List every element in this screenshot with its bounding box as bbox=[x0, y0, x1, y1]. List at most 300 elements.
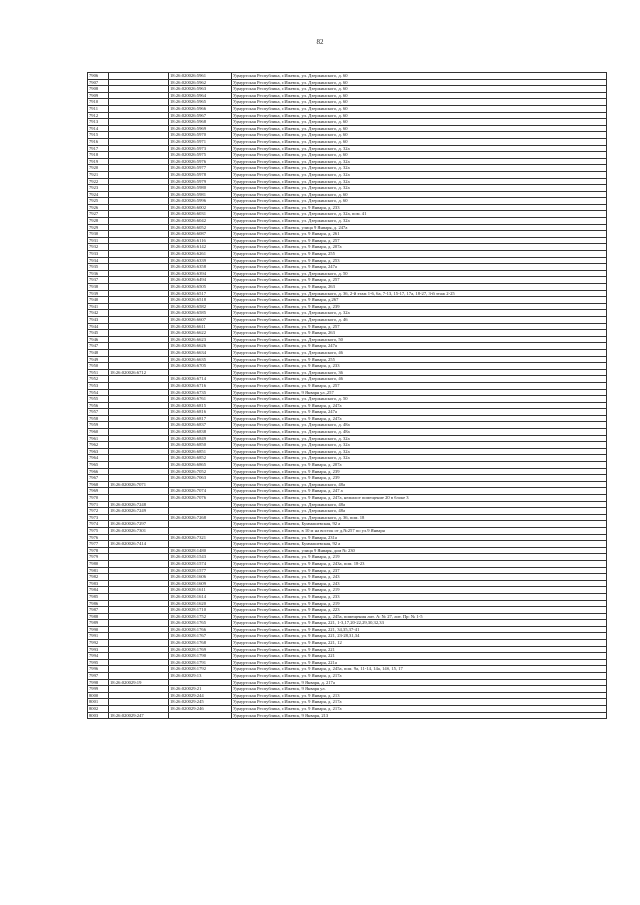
object-cadastral-cell: 18:26:020026:6635 bbox=[169, 356, 232, 363]
table-row bbox=[88, 270, 607, 277]
table-row bbox=[88, 659, 607, 666]
address-cell: Удмуртская Республика, г.Ижевск, Буммашевская, 92 а bbox=[232, 541, 607, 548]
table-row bbox=[88, 448, 607, 455]
table-row bbox=[88, 422, 607, 429]
table-row bbox=[88, 343, 607, 350]
address-cell: Удмуртская Республика, г.Ижевск, ул. 9 Января, д. 219 bbox=[232, 587, 607, 594]
table-row bbox=[88, 158, 607, 165]
address-cell: Удмуртская Республика, г.Ижевск, ул. Дзержинского, 46 bbox=[232, 349, 607, 356]
address-cell: Удмуртская Республика, г.Ижевск, ул. 9 Января, д. 247а bbox=[232, 415, 607, 422]
land-cadastral-cell bbox=[109, 468, 169, 475]
land-cadastral-cell bbox=[109, 475, 169, 482]
table-row bbox=[88, 560, 607, 567]
table-row bbox=[88, 607, 607, 614]
row-number-cell: 7918 bbox=[88, 152, 109, 159]
land-cadastral-cell bbox=[109, 633, 169, 640]
row-number-cell: 7948 bbox=[88, 349, 109, 356]
object-cadastral-cell: 18:26:020026:5967 bbox=[169, 112, 232, 119]
row-number-cell: 7937 bbox=[88, 277, 109, 284]
object-cadastral-cell: 18:26:020026:5980 bbox=[169, 185, 232, 192]
object-cadastral-cell: 18:26:020026:6505 bbox=[169, 284, 232, 291]
row-number-cell: 7999 bbox=[88, 686, 109, 693]
address-cell: Удмуртская Республика, г.Ижевск, ул. Дзержинского, д. 60 bbox=[232, 73, 607, 80]
land-cadastral-cell bbox=[109, 626, 169, 633]
row-number-cell: 7916 bbox=[88, 138, 109, 145]
table-row bbox=[88, 237, 607, 244]
row-number-cell: 7932 bbox=[88, 244, 109, 251]
address-cell: Удмуртская Республика, г.Ижевск, ул. 9 Января, д. 243а, пом. 18-23 bbox=[232, 560, 607, 567]
row-number-cell: 7915 bbox=[88, 132, 109, 139]
table-row bbox=[88, 277, 607, 284]
address-cell: Удмуртская Республика, г.Ижевск, ул. Дзержинского, д. 32а bbox=[232, 185, 607, 192]
table-row bbox=[88, 554, 607, 561]
table-row bbox=[88, 712, 607, 719]
land-cadastral-cell bbox=[109, 343, 169, 350]
row-number-cell: 7987 bbox=[88, 607, 109, 614]
object-cadastral-cell: 18:26:020028:1766 bbox=[169, 626, 232, 633]
land-cadastral-cell bbox=[109, 244, 169, 251]
table-row bbox=[88, 692, 607, 699]
object-cadastral-cell: 18:26:020026:6838 bbox=[169, 429, 232, 436]
land-cadastral-cell bbox=[109, 330, 169, 337]
land-cadastral-cell bbox=[109, 600, 169, 607]
address-cell: Удмуртская Республика, г.Ижевск, ул. Дзержинского, д. 36, 2-й этаж 1-6, 6а, 7-13, 15-17, 17а, 18-27, 3-й этаж 2-25 bbox=[232, 290, 607, 297]
land-cadastral-cell bbox=[109, 376, 169, 383]
object-cadastral-cell: 18:26:020026:6585 bbox=[169, 310, 232, 317]
table-row bbox=[88, 244, 607, 251]
land-cadastral-cell bbox=[109, 646, 169, 653]
address-cell: Удмуртская Республика, г.Ижевск, ул. Дзержинского, д. 60 bbox=[232, 132, 607, 139]
object-cadastral-cell: 18:26:020026:6582 bbox=[169, 303, 232, 310]
object-cadastral-cell: 18:26:020026:6623 bbox=[169, 336, 232, 343]
table-row bbox=[88, 527, 607, 534]
table-row bbox=[88, 152, 607, 159]
row-number-cell: 7951 bbox=[88, 369, 109, 376]
table-row bbox=[88, 171, 607, 178]
land-cadastral-cell bbox=[109, 356, 169, 363]
row-number-cell: 8003 bbox=[88, 712, 109, 719]
land-cadastral-cell bbox=[109, 132, 169, 139]
table-row bbox=[88, 442, 607, 449]
address-cell: Удмуртская Республика, г.Ижевск, ул. 9 Января, 221 bbox=[232, 653, 607, 660]
address-cell: Удмуртская Республика, г.Ижевск, ул. 9 Января, д. 217а bbox=[232, 706, 607, 713]
address-cell: Удмуртская Республика, г.Ижевск, ул. 9 Января, д. 239 bbox=[232, 303, 607, 310]
table-row bbox=[88, 185, 607, 192]
row-number-cell: 7934 bbox=[88, 257, 109, 264]
address-cell: Удмуртская Республика, г.Ижевск, ул. Дзержинского, д. 60 bbox=[232, 99, 607, 106]
address-cell: Удмуртская Республика, г.Ижевск, ул. 9 Января, д. 217а bbox=[232, 673, 607, 680]
land-cadastral-cell bbox=[109, 567, 169, 574]
row-number-cell: 7927 bbox=[88, 211, 109, 218]
row-number-cell: 7983 bbox=[88, 580, 109, 587]
object-cadastral-cell: 18:26:020026:6851 bbox=[169, 448, 232, 455]
address-cell: Удмуртская Республика, г.Ижевск, ул. 9 Января, д. 257 bbox=[232, 382, 607, 389]
table-row bbox=[88, 402, 607, 409]
table-row bbox=[88, 415, 607, 422]
table-row bbox=[88, 323, 607, 330]
land-cadastral-cell bbox=[109, 574, 169, 581]
table-row bbox=[88, 231, 607, 238]
table-row bbox=[88, 435, 607, 442]
address-cell: Удмуртская Республика, г.Ижевск, ул. 9 Января, д.267 bbox=[232, 297, 607, 304]
address-cell: Удмуртская Республика, г.Ижевск, ул. Дзержинского, д. 60 bbox=[232, 105, 607, 112]
address-cell: Удмуртская Республика, г.Ижевск, ул. 9 Января, д. 245а, пом. 9а, 11-14, 14а, 14б, 15, 17 bbox=[232, 666, 607, 673]
table-row bbox=[88, 613, 607, 620]
land-cadastral-cell bbox=[109, 284, 169, 291]
object-cadastral-cell: 18:26:020026:5981 bbox=[169, 191, 232, 198]
table-row bbox=[88, 376, 607, 383]
object-cadastral-cell: 18:26:020026:6865 bbox=[169, 462, 232, 469]
object-cadastral-cell: 18:26:020026:7074 bbox=[169, 488, 232, 495]
table-row bbox=[88, 112, 607, 119]
land-cadastral-cell bbox=[109, 363, 169, 370]
row-number-cell: 7981 bbox=[88, 567, 109, 574]
table-row bbox=[88, 310, 607, 317]
object-cadastral-cell: 18:26:020026:6394 bbox=[169, 270, 232, 277]
row-number-cell: 7941 bbox=[88, 303, 109, 310]
table-row bbox=[88, 620, 607, 627]
object-cadastral-cell: 18:26:020026:6852 bbox=[169, 455, 232, 462]
land-cadastral-cell bbox=[109, 73, 169, 80]
land-cadastral-cell bbox=[109, 593, 169, 600]
row-number-cell: 8000 bbox=[88, 692, 109, 699]
address-cell: Удмуртская Республика, г.Ижевск, ул. Дзержинского, д. 36, пом. 18 bbox=[232, 514, 607, 521]
address-cell: Удмуртская Республика, г.Ижевск, ул. 9 Января, 221, 23-28,31,34 bbox=[232, 633, 607, 640]
address-cell: Удмуртская Республика, г.Ижевск, ул. 9 Января, д. 207а bbox=[232, 244, 607, 251]
land-cadastral-cell bbox=[109, 653, 169, 660]
address-cell: Удмуртская Республика, г.Ижевск, ул. 9 Января, д. 253 bbox=[232, 257, 607, 264]
object-cadastral-cell: 18:26:020026:6716 bbox=[169, 382, 232, 389]
object-cadastral-cell: 18:26:020026:5963 bbox=[169, 86, 232, 93]
address-cell: Удмуртская Республика, г.Ижевск, ул. 9 Января, д. 243 bbox=[232, 574, 607, 581]
row-number-cell: 7973 bbox=[88, 514, 109, 521]
land-cadastral-cell bbox=[109, 620, 169, 627]
land-cadastral-cell bbox=[109, 152, 169, 159]
table-row bbox=[88, 587, 607, 594]
table-row bbox=[88, 297, 607, 304]
object-cadastral-cell bbox=[169, 481, 232, 488]
row-number-cell: 7959 bbox=[88, 422, 109, 429]
table-row bbox=[88, 119, 607, 126]
register-table bbox=[87, 72, 607, 719]
address-cell: Удмуртская Республика, г.Ижевск, в 10 м на восток от д.№257 по ул.9 Января bbox=[232, 527, 607, 534]
land-cadastral-cell bbox=[109, 349, 169, 356]
table-row bbox=[88, 224, 607, 231]
table-row bbox=[88, 429, 607, 436]
land-cadastral-cell bbox=[109, 105, 169, 112]
table-row bbox=[88, 495, 607, 502]
address-cell: Удмуртская Республика, г.Ижевск, ул. Дзержинского, д. 60 bbox=[232, 191, 607, 198]
object-cadastral-cell: 18:26:020026:6052 bbox=[169, 224, 232, 231]
address-cell: Удмуртская Республика, г.Ижевск, ул. Дзержинского, д. 32а bbox=[232, 171, 607, 178]
address-cell: Удмуртская Республика, г.Ижевск, ул. Дзержинского, д. 32а bbox=[232, 448, 607, 455]
row-number-cell: 7980 bbox=[88, 560, 109, 567]
table-row bbox=[88, 567, 607, 574]
table-row bbox=[88, 389, 607, 396]
table-row bbox=[88, 290, 607, 297]
table-row bbox=[88, 699, 607, 706]
row-number-cell: 7952 bbox=[88, 376, 109, 383]
address-cell: Удмуртская Республика, г.Ижевск, ул. 9 Января, 255 bbox=[232, 251, 607, 258]
row-number-cell: 7996 bbox=[88, 666, 109, 673]
address-cell: Удмуртская Республика, г.Ижевск, ул. Дзержинского, д. 32а bbox=[232, 178, 607, 185]
object-cadastral-cell: 18:26:020028:1790 bbox=[169, 653, 232, 660]
address-cell: Удмуртская Республика, г.Ижевск, ул. Дзержинского, д. 60 bbox=[232, 112, 607, 119]
object-cadastral-cell: 18:26:020026:7076 bbox=[169, 495, 232, 502]
address-cell: Удмуртская Республика, г.Ижевск, ул. 9 Января, 247а bbox=[232, 409, 607, 416]
address-cell: Удмуртская Республика, г.Ижевск, ул. 9 Января, д. 219 bbox=[232, 554, 607, 561]
address-cell: Удмуртская Республика, г.Ижевск, ул. Дзержинского, д. 60 bbox=[232, 125, 607, 132]
object-cadastral-cell: 18:26:020028:1710 bbox=[169, 607, 232, 614]
row-number-cell: 7943 bbox=[88, 316, 109, 323]
address-cell: Удмуртская Республика, г.Ижевск, 9 Января, д. 217а bbox=[232, 679, 607, 686]
address-cell: Удмуртская Республика, г.Ижевск, ул. 9 Января, д. 247а bbox=[232, 402, 607, 409]
address-cell: Удмуртская Республика, г.Ижевск, ул. Дзержинского, д. 48а bbox=[232, 422, 607, 429]
address-cell: Удмуртская Республика, г.Ижевск, ул. Дзержинского, д. 32а bbox=[232, 165, 607, 172]
table-row bbox=[88, 198, 607, 205]
land-cadastral-cell bbox=[109, 237, 169, 244]
row-number-cell: 7989 bbox=[88, 620, 109, 627]
object-cadastral-cell bbox=[169, 508, 232, 515]
address-cell: Удмуртская Республика, г.Ижевск, ул. 9 Января, д. 261 bbox=[232, 231, 607, 238]
land-cadastral-cell bbox=[109, 125, 169, 132]
object-cadastral-cell: 18:26:020026:5973 bbox=[169, 145, 232, 152]
land-cadastral-cell bbox=[109, 699, 169, 706]
address-cell: Удмуртская Республика, г.Ижевск, ул. 9 Января, 221а bbox=[232, 659, 607, 666]
row-number-cell: 7923 bbox=[88, 185, 109, 192]
address-cell: Удмуртская Республика, г.Ижевск, ул. 9 Января, д. 233 bbox=[232, 593, 607, 600]
row-number-cell: 7938 bbox=[88, 284, 109, 291]
row-number-cell: 7968 bbox=[88, 481, 109, 488]
land-cadastral-cell bbox=[109, 495, 169, 502]
object-cadastral-cell: 18:26:020028:1577 bbox=[169, 567, 232, 574]
object-cadastral-cell: 18:26:020026:5979 bbox=[169, 178, 232, 185]
land-cadastral-cell bbox=[109, 251, 169, 258]
address-cell: Удмуртская Республика, г.Ижевск, ул. 9 Января, д. 213 bbox=[232, 692, 607, 699]
land-cadastral-cell bbox=[109, 415, 169, 422]
table-row bbox=[88, 706, 607, 713]
address-cell: Удмуртская Республика, г.Ижевск, ул. Дзержинского, 46 bbox=[232, 376, 607, 383]
row-number-cell: 7933 bbox=[88, 251, 109, 258]
table-row bbox=[88, 501, 607, 508]
table-row bbox=[88, 105, 607, 112]
row-number-cell: 7953 bbox=[88, 382, 109, 389]
object-cadastral-cell: 18:26:020026:6849 bbox=[169, 435, 232, 442]
row-number-cell: 7946 bbox=[88, 336, 109, 343]
object-cadastral-cell: 18:26:020026:5978 bbox=[169, 171, 232, 178]
object-cadastral-cell: 18:26:020028:1611 bbox=[169, 587, 232, 594]
object-cadastral-cell: 18:26:020026:6339 bbox=[169, 257, 232, 264]
address-cell: Удмуртская Республика, г.Ижевск, Буммашевская, 92 а bbox=[232, 521, 607, 528]
address-cell: Удмуртская Республика, г.Ижевск, ул. 9 Января, д. 223 bbox=[232, 607, 607, 614]
row-number-cell: 7964 bbox=[88, 455, 109, 462]
table-row bbox=[88, 666, 607, 673]
object-cadastral-cell bbox=[169, 712, 232, 719]
address-cell: Удмуртская Республика, г.Ижевск, ул. 9 Января, д. 257 bbox=[232, 237, 607, 244]
object-cadastral-cell: 18:26:020026:6837 bbox=[169, 422, 232, 429]
row-number-cell: 7978 bbox=[88, 547, 109, 554]
land-cadastral-cell bbox=[109, 257, 169, 264]
row-number-cell: 7928 bbox=[88, 218, 109, 225]
object-cadastral-cell: 18:26:020028:1752 bbox=[169, 613, 232, 620]
address-cell: Удмуртская Республика, г.Ижевск, ул. Дзержинского, д. 50 bbox=[232, 396, 607, 403]
land-cadastral-cell bbox=[109, 409, 169, 416]
address-cell: Удмуртская Республика, г.Ижевск, 9 Января ул.,257 bbox=[232, 389, 607, 396]
land-cadastral-cell bbox=[109, 706, 169, 713]
object-cadastral-cell: 18:26:020026:6261 bbox=[169, 251, 232, 258]
object-cadastral-cell: 18:26:020028:1614 bbox=[169, 593, 232, 600]
object-cadastral-cell: 18:26:020029:244 bbox=[169, 692, 232, 699]
table-row bbox=[88, 284, 607, 291]
address-cell: Удмуртская Республика, г.Ижевск, ул. Дзержинского, 36 bbox=[232, 369, 607, 376]
object-cadastral-cell: 18:26:020028:1767 bbox=[169, 633, 232, 640]
land-cadastral-cell: 18:26:020026:7248 bbox=[109, 501, 169, 508]
row-number-cell: 7936 bbox=[88, 270, 109, 277]
land-cadastral-cell bbox=[109, 264, 169, 271]
object-cadastral-cell: 18:26:020028:1574 bbox=[169, 560, 232, 567]
table-row bbox=[88, 303, 607, 310]
row-number-cell: 7950 bbox=[88, 363, 109, 370]
table-row bbox=[88, 462, 607, 469]
row-number-cell: 7906 bbox=[88, 73, 109, 80]
row-number-cell: 7917 bbox=[88, 145, 109, 152]
table-row bbox=[88, 547, 607, 554]
object-cadastral-cell: 18:26:020028:1791 bbox=[169, 659, 232, 666]
land-cadastral-cell bbox=[109, 231, 169, 238]
object-cadastral-cell: 18:26:020026:6850 bbox=[169, 442, 232, 449]
address-cell: Удмуртская Республика, г.Ижевск, ул. Дзержинского, д. 32а bbox=[232, 310, 607, 317]
address-cell: Удмуртская Республика, г.Ижевск, ул. 9 Января, 221, 12 bbox=[232, 640, 607, 647]
land-cadastral-cell bbox=[109, 382, 169, 389]
object-cadastral-cell: 18:26:020026:6705 bbox=[169, 363, 232, 370]
row-number-cell: 7925 bbox=[88, 198, 109, 205]
land-cadastral-cell bbox=[109, 79, 169, 86]
row-number-cell: 7924 bbox=[88, 191, 109, 198]
address-cell: Удмуртская Республика, г.Ижевск, ул. 9 Января, д. 219 bbox=[232, 600, 607, 607]
table-row bbox=[88, 73, 607, 80]
row-number-cell: 7993 bbox=[88, 646, 109, 653]
table-row bbox=[88, 468, 607, 475]
land-cadastral-cell bbox=[109, 185, 169, 192]
address-cell: Удмуртская Республика, г.Ижевск, ул. 9 Января, 255 bbox=[232, 356, 607, 363]
land-cadastral-cell bbox=[109, 303, 169, 310]
land-cadastral-cell bbox=[109, 138, 169, 145]
address-cell: Удмуртская Республика, г.Ижевск, ул. Дзержинского, д. 32а bbox=[232, 455, 607, 462]
object-cadastral-cell: 18:26:020026:7052 bbox=[169, 468, 232, 475]
address-cell: Удмуртская Республика, г.Ижевск, ул. 9 Января, д. 245а, помещения лит. А: № 27, лит. Пр: № 1-5 bbox=[232, 613, 607, 620]
land-cadastral-cell bbox=[109, 204, 169, 211]
row-number-cell: 7982 bbox=[88, 574, 109, 581]
address-cell: Удмуртская Республика, г.Ижевск, ул. 9 Января, д. 247а, нежилое помещение 20 в блоке 3 bbox=[232, 495, 607, 502]
land-cadastral-cell bbox=[109, 86, 169, 93]
land-cadastral-cell bbox=[109, 178, 169, 185]
address-cell: Удмуртская Республика, г.Ижевск, ул. 9 Января, 221 bbox=[232, 646, 607, 653]
land-cadastral-cell bbox=[109, 666, 169, 673]
row-number-cell: 7971 bbox=[88, 501, 109, 508]
object-cadastral-cell bbox=[169, 527, 232, 534]
table-row bbox=[88, 369, 607, 376]
table-row bbox=[88, 600, 607, 607]
land-cadastral-cell bbox=[109, 580, 169, 587]
land-cadastral-cell bbox=[109, 613, 169, 620]
object-cadastral-cell bbox=[169, 501, 232, 508]
table-row bbox=[88, 257, 607, 264]
address-cell: Удмуртская Республика, г.Ижевск, ул. 9 Января, 263 bbox=[232, 330, 607, 337]
address-cell: Удмуртская Республика, г.Ижевск, ул. Дзержинского, д. 60 bbox=[232, 138, 607, 145]
object-cadastral-cell: 18:26:020026:6611 bbox=[169, 323, 232, 330]
address-cell: Удмуртская Республика, г.Ижевск, ул. Дзержинского, д. 32а bbox=[232, 158, 607, 165]
address-cell: Удмуртская Республика, г.Ижевск, ул. Дзержинского, д. 50 bbox=[232, 270, 607, 277]
table-row bbox=[88, 382, 607, 389]
object-cadastral-cell: 18:26:020026:5966 bbox=[169, 105, 232, 112]
row-number-cell: 7994 bbox=[88, 653, 109, 660]
row-number-cell: 7913 bbox=[88, 119, 109, 126]
table-row bbox=[88, 145, 607, 152]
row-number-cell: 7970 bbox=[88, 495, 109, 502]
land-cadastral-cell bbox=[109, 422, 169, 429]
land-cadastral-cell bbox=[109, 191, 169, 198]
object-cadastral-cell: 18:26:020026:6622 bbox=[169, 330, 232, 337]
address-cell: Удмуртская Республика, г.Ижевск, ул. 9 Января, д. 243 bbox=[232, 580, 607, 587]
address-cell: Удмуртская Республика, г.Ижевск, ул. 9 Января, д. 233 bbox=[232, 363, 607, 370]
land-cadastral-cell bbox=[109, 534, 169, 541]
row-number-cell: 7977 bbox=[88, 541, 109, 548]
land-cadastral-cell bbox=[109, 198, 169, 205]
address-cell: Удмуртская Республика, г.Ижевск, ул. Дзержинского, д. 32а bbox=[232, 442, 607, 449]
row-number-cell: 7920 bbox=[88, 165, 109, 172]
row-number-cell: 7997 bbox=[88, 673, 109, 680]
land-cadastral-cell: 18:26:020026:7297 bbox=[109, 521, 169, 528]
object-cadastral-cell: 18:26:020028:1768 bbox=[169, 640, 232, 647]
land-cadastral-cell bbox=[109, 587, 169, 594]
address-cell: Удмуртская Республика, г.Ижевск, ул. 9 Января, 231а bbox=[232, 534, 607, 541]
address-cell: Удмуртская Республика, г.Ижевск, ул. 9 Января, д. 239 bbox=[232, 475, 607, 482]
address-cell: Удмуртская Республика, г.Ижевск, улица 9 Января, дом № 230 bbox=[232, 547, 607, 554]
land-cadastral-cell: 18:26:020026:7414 bbox=[109, 541, 169, 548]
land-cadastral-cell: 18:26:020026:7301 bbox=[109, 527, 169, 534]
object-cadastral-cell: 18:26:020026:6607 bbox=[169, 316, 232, 323]
row-number-cell: 7957 bbox=[88, 409, 109, 416]
row-number-cell: 7921 bbox=[88, 171, 109, 178]
land-cadastral-cell bbox=[109, 514, 169, 521]
row-number-cell: 7975 bbox=[88, 527, 109, 534]
row-number-cell: 7967 bbox=[88, 475, 109, 482]
table-row bbox=[88, 514, 607, 521]
object-cadastral-cell: 18:26:020028:1543 bbox=[169, 554, 232, 561]
address-cell: Удмуртская Республика, г.Ижевск, ул. Дзержинского, д. 48а bbox=[232, 429, 607, 436]
object-cadastral-cell: 18:26:020026:5964 bbox=[169, 92, 232, 99]
table-row bbox=[88, 138, 607, 145]
land-cadastral-cell bbox=[109, 99, 169, 106]
land-cadastral-cell bbox=[109, 336, 169, 343]
row-number-cell: 7935 bbox=[88, 264, 109, 271]
table-row bbox=[88, 356, 607, 363]
land-cadastral-cell bbox=[109, 224, 169, 231]
object-cadastral-cell: 18:26:020026:5976 bbox=[169, 158, 232, 165]
address-cell: Удмуртская Республика, г.Ижевск, ул. 9 Января, 263 bbox=[232, 284, 607, 291]
table-row bbox=[88, 686, 607, 693]
object-cadastral-cell: 18:26:020026:6761 bbox=[169, 396, 232, 403]
object-cadastral-cell: 18:26:020026:7063 bbox=[169, 475, 232, 482]
address-cell: Удмуртская Республика, г.Ижевск, ул. 9 Января, д. 217а bbox=[232, 699, 607, 706]
object-cadastral-cell: 18:26:020028:1769 bbox=[169, 646, 232, 653]
address-cell: Удмуртская Республика, г.Ижевск, ул. Дзержинского, 48а bbox=[232, 508, 607, 515]
address-cell: Удмуртская Республика, г.Ижевск, ул. Дзержинского, д. 60 bbox=[232, 152, 607, 159]
object-cadastral-cell: 18:26:020026:6816 bbox=[169, 409, 232, 416]
object-cadastral-cell: 18:26:020026:6518 bbox=[169, 297, 232, 304]
table-row bbox=[88, 508, 607, 515]
land-cadastral-cell bbox=[109, 389, 169, 396]
